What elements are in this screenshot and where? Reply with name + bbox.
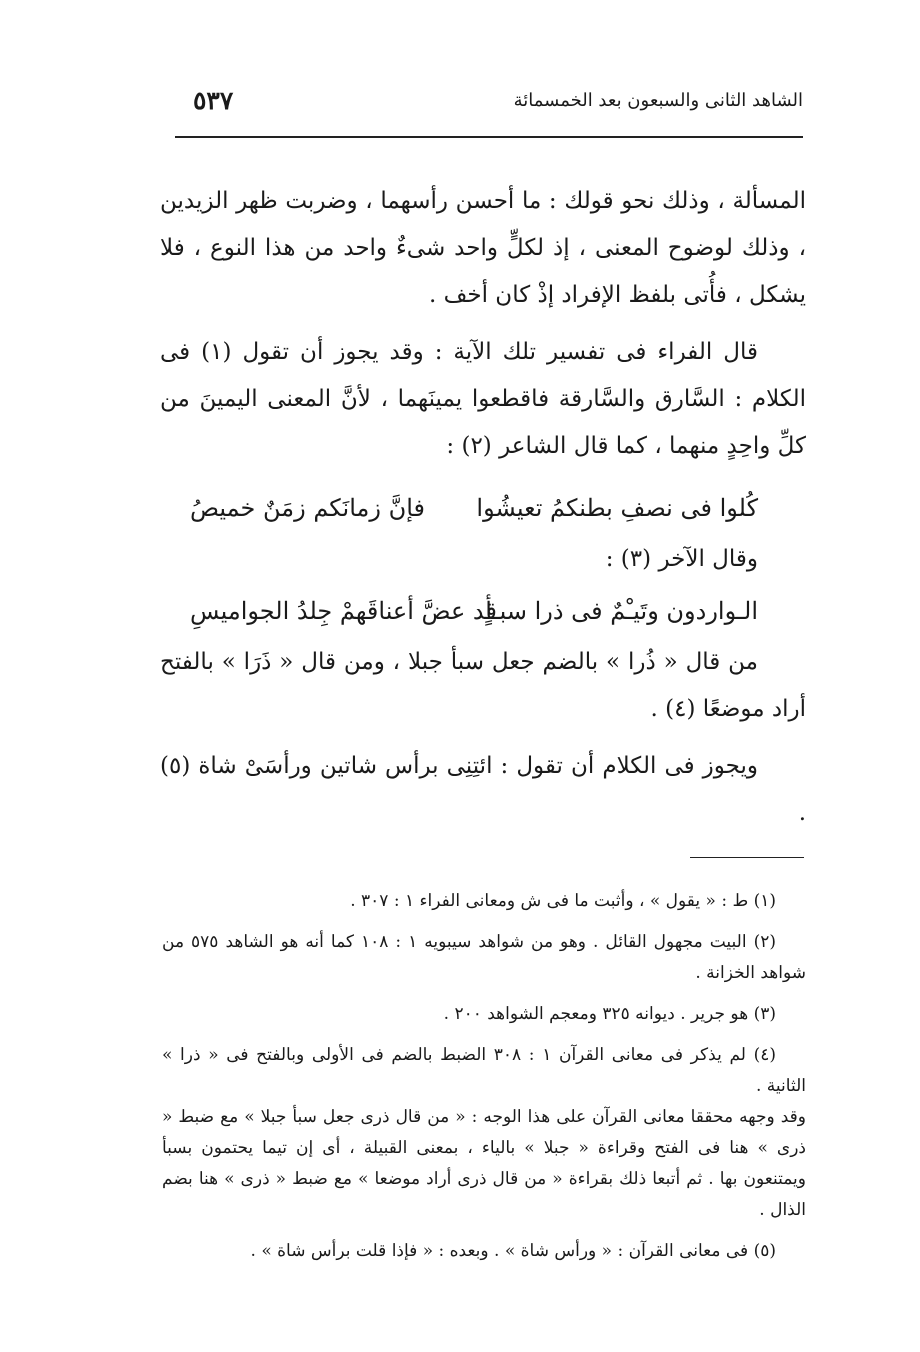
footnote-3: (٣) هو جرير . ديوانه ٣٢٥ ومعجم الشواهد ٢٠٠ .	[443, 1004, 776, 1024]
paragraph-2: قال الفراء فى تفسير تلك الآية : وقد يجوز أن تقول (١) فى الكلام : السَّارق والسَّارقة فاقطعوا يمينَهما ، لأنَّ المعنى اليمينَ من كلِّ واحِدٍ منهما ، كما قال الشاعر (٢) :	[160, 339, 806, 459]
footnote-divider	[690, 857, 804, 858]
running-header	[175, 86, 803, 118]
footnote-2: (٢) البيت مجهول القائل . وهو من شواهد سيبويه ١ : ١٠٨ كما أنه هو الشاهد ٥٧٥ من شواهد الخزانة .	[162, 932, 806, 983]
verse-1	[160, 480, 806, 536]
footnote-4-continued: وقد وجهه محققا معانى القرآن على هذا الوجه : « من قال ذرى جعل سبأ جبلا » مع ضبط « ذرى » هنا فى الفتح وقراءة « جبلا » بالياء ، بمعنى القبيلة ، أى إن تيما يحتمون بسبأ ويمتنعون بها . ثم أتبعا ذلك بقراءة « من قال ذرى أراد موضعا » مع ضبط « ذرى » هنا بضم الذال .	[162, 1107, 806, 1220]
paragraph-1: المسألة ، وذلك نحو قولك : ما أحسن رأسهما ، وضربت ظهر الزيدين ، وذلك لوضوح المعنى ، إذ لكلٍّ واحد شىءٌ واحد من هذا النوع ، فلا يشكل ، فأُتى بلفظ الإفراد إذْ كان أخف .	[160, 188, 806, 308]
verse-1-second-hemistich: فإنَّ زمانَكم زمَنٌ خميصُ	[190, 494, 426, 522]
main-text	[160, 178, 806, 837]
paragraph-3: وقال الآخر (٣) :	[605, 546, 758, 572]
paragraph-4: من قال « ذُرا » بالضم جعل سبأ جبلا ، ومن قال « ذَرَا » بالفتح أراد موضعًا (٤) .	[160, 649, 806, 722]
footnotes	[162, 886, 806, 1277]
paragraph-5: ويجوز فى الكلام أن تقول : ائتِنِى برأس شاتين ورأسَىْ شاة (٥) .	[160, 753, 806, 826]
running-title: الشاهد الثانى والسبعون بعد الخمسمائة	[513, 90, 803, 111]
header-divider	[175, 136, 803, 138]
verse-2-second-hemistich: قد عضَّ أعناقَهمْ جِلدُ الجواميسِ	[190, 597, 497, 625]
footnote-4: (٤) لم يذكر فى معانى القرآن ١ : ٣٠٨ الضبط بالضم فى الأولى وبالفتح فى « ذرا » الثانية .	[162, 1045, 806, 1096]
verse-2	[160, 583, 806, 639]
footnote-1: (١) ط : « يقول » ، وأثبت ما فى ش ومعانى الفراء ١ : ٣٠٧ .	[350, 891, 776, 911]
verse-2-first-hemistich: الـواردون وتَيـْمٌ فى ذرا سبـأٍ	[485, 597, 758, 625]
page-number: ٥٣٧	[193, 86, 234, 115]
footnote-5: (٥) فى معانى القرآن : « ورأس شاة » . وبعده : « فإذا قلت برأس شاة » .	[250, 1241, 776, 1261]
verse-1-first-hemistich: كُلوا فى نصفِ بطنكمُ تعيشُوا	[476, 494, 758, 522]
